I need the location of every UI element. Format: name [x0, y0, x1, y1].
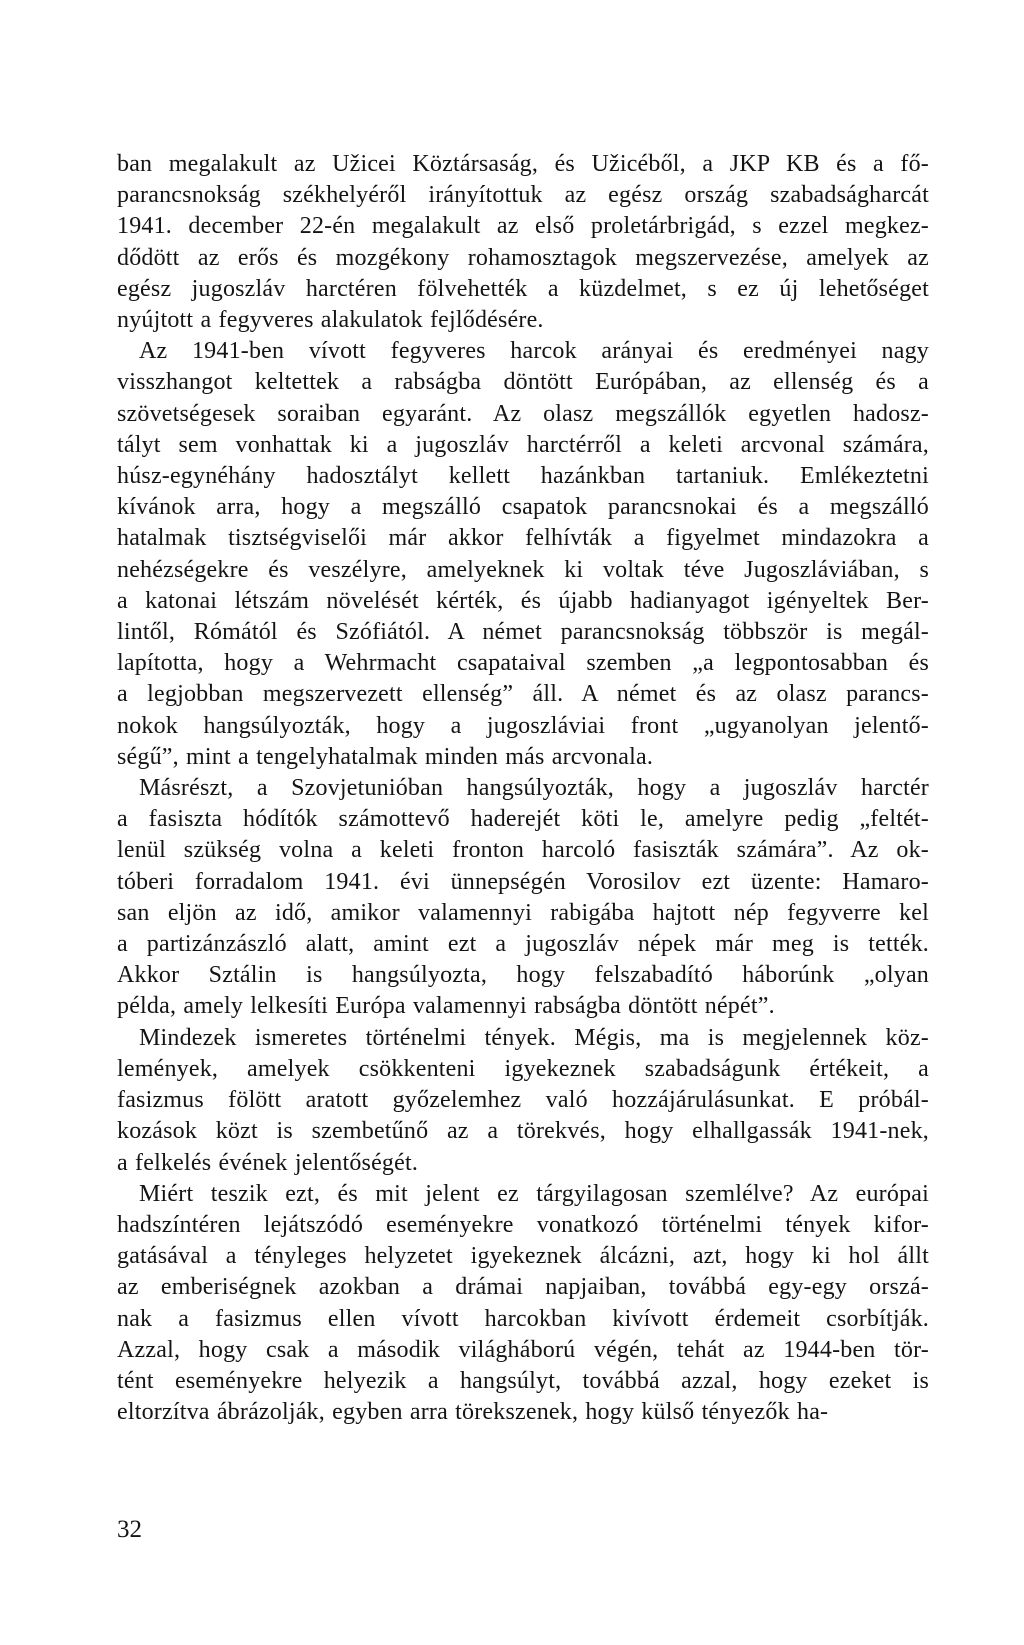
text-line: hatalmak tisztségviselői már akkor felhívták a figyelmet mindazokra a	[117, 525, 929, 552]
text-line: Miért teszik ezt, és mit jelent ez tárgyilagosan szemlélve? Az európai	[139, 1180, 929, 1207]
text-line: hadszíntéren lejátszódó eseményekre vonatkozó történelmi tények kifor-	[117, 1211, 929, 1238]
text-line: fasizmus fölött aratott győzelemhez való hozzájárulásunkat. E próbál-	[117, 1087, 929, 1114]
text-line: tóberi forradalom 1941. évi ünnepségén Vorosilov ezt üzente: Hamaro-	[117, 868, 929, 895]
text-line: eltorzítva ábrázolják, egyben arra törekszenek, hogy külső tényezők ha-	[117, 1399, 829, 1426]
text-line: Az 1941-ben vívott fegyveres harcok arányai és eredményei nagy	[139, 338, 929, 365]
text-line: parancsnokság székhelyéről irányítottuk az egész ország szabadságharcát	[117, 182, 929, 209]
text-line: lenül szükség volna a keleti fronton harcoló fasiszták számára”. Az ok-	[117, 837, 929, 864]
body-text	[117, 149, 929, 1428]
paragraph	[117, 773, 929, 1023]
text-line: a katonai létszám növelését kérték, és újabb hadianyagot igényeltek Ber-	[117, 587, 929, 614]
text-line: Akkor Sztálin is hangsúlyozta, hogy felszabadító háborúnk „olyan	[117, 962, 929, 989]
paragraph	[117, 1023, 929, 1179]
text-line: Mindezek ismeretes történelmi tények. Mégis, ma is megjelennek köz-	[139, 1024, 929, 1051]
text-line: lintől, Rómától és Szófiától. A német parancsnokság többször is megál-	[117, 619, 929, 646]
text-line: lapította, hogy a Wehrmacht csapataival szemben „a legpontosabban és	[117, 650, 929, 677]
text-line: nak a fasizmus ellen vívott harcokban kivívott érdemeit csorbítják.	[117, 1305, 929, 1332]
text-line: az emberiségnek azokban a drámai napjaiban, továbbá egy-egy orszá-	[117, 1274, 929, 1301]
text-line: ségű”, mint a tengelyhatalmak minden más arcvonala.	[117, 743, 654, 770]
paragraph	[117, 336, 929, 773]
text-line: Másrészt, a Szovjetunióban hangsúlyozták, hogy a jugoszláv harctér	[139, 775, 929, 802]
text-line: kívánok arra, hogy a megszálló csapatok parancsnokai és a megszálló	[117, 494, 929, 521]
text-line: példa, amely lelkesíti Európa valamennyi rabságba döntött népét”.	[117, 993, 775, 1020]
page-number: 32	[117, 1516, 142, 1543]
text-line: Azzal, hogy csak a második világháború végén, tehát az 1944-ben tör-	[117, 1336, 929, 1363]
text-line: visszhangot keltettek a rabságba döntött Európában, az ellenség és a	[117, 369, 929, 396]
text-line: dődött az erős és mozgékony rohamosztagok megszervezése, amelyek az	[117, 244, 929, 271]
text-line: gatásával a tényleges helyzetet igyekeznek álcázni, azt, hogy ki hol állt	[117, 1243, 929, 1270]
text-line: a felkelés évének jelentőségét.	[117, 1149, 419, 1176]
text-line: a partizánzászló alatt, amint ezt a jugoszláv népek már meg is tették.	[117, 931, 929, 958]
text-line: húsz-egynéhány hadosztályt kellett hazánkban tartaniuk. Emlékeztetni	[117, 463, 929, 490]
text-line: 1941. december 22-én megalakult az első proletárbrigád, s ezzel megkez-	[117, 213, 929, 240]
text-line: tént eseményekre helyezik a hangsúlyt, továbbá azzal, hogy ezeket is	[117, 1367, 929, 1394]
text-line: nokok hangsúlyozták, hogy a jugoszláviai front „ugyanolyan jelentő-	[117, 712, 929, 739]
text-line: kozások közt is szembetűnő az a törekvés, hogy elhallgassák 1941-nek,	[117, 1118, 929, 1145]
text-line: tályt sem vonhattak ki a jugoszláv harctérről a keleti arcvonal számára,	[117, 431, 929, 458]
paragraph	[117, 149, 929, 336]
text-line: san eljön az idő, amikor valamennyi rabigába hajtott nép fegyverre kel	[117, 899, 929, 926]
text-line: nehézségekre és veszélyre, amelyeknek ki voltak téve Jugoszláviában, s	[117, 556, 929, 583]
text-line: a fasiszta hódítók számottevő haderejét köti le, amelyre pedig „feltét-	[117, 806, 929, 833]
text-line: nyújtott a fegyveres alakulatok fejlődésére.	[117, 307, 544, 334]
text-line: lemények, amelyek csökkenteni igyekeznek szabadságunk értékeit, a	[117, 1055, 929, 1082]
paragraph	[117, 1179, 929, 1429]
text-line: ban megalakult az Užicei Köztársaság, és Užicéből, a JKP KB és a fő-	[117, 151, 929, 177]
text-line: szövetségesek soraiban egyaránt. Az olasz megszállók egyetlen hadosz-	[117, 400, 929, 427]
text-line: egész jugoszláv harctéren fölvehették a küzdelmet, s ez új lehetőséget	[117, 275, 929, 302]
text-line: a legjobban megszervezett ellenség” áll. A német és az olasz parancs-	[117, 681, 929, 708]
